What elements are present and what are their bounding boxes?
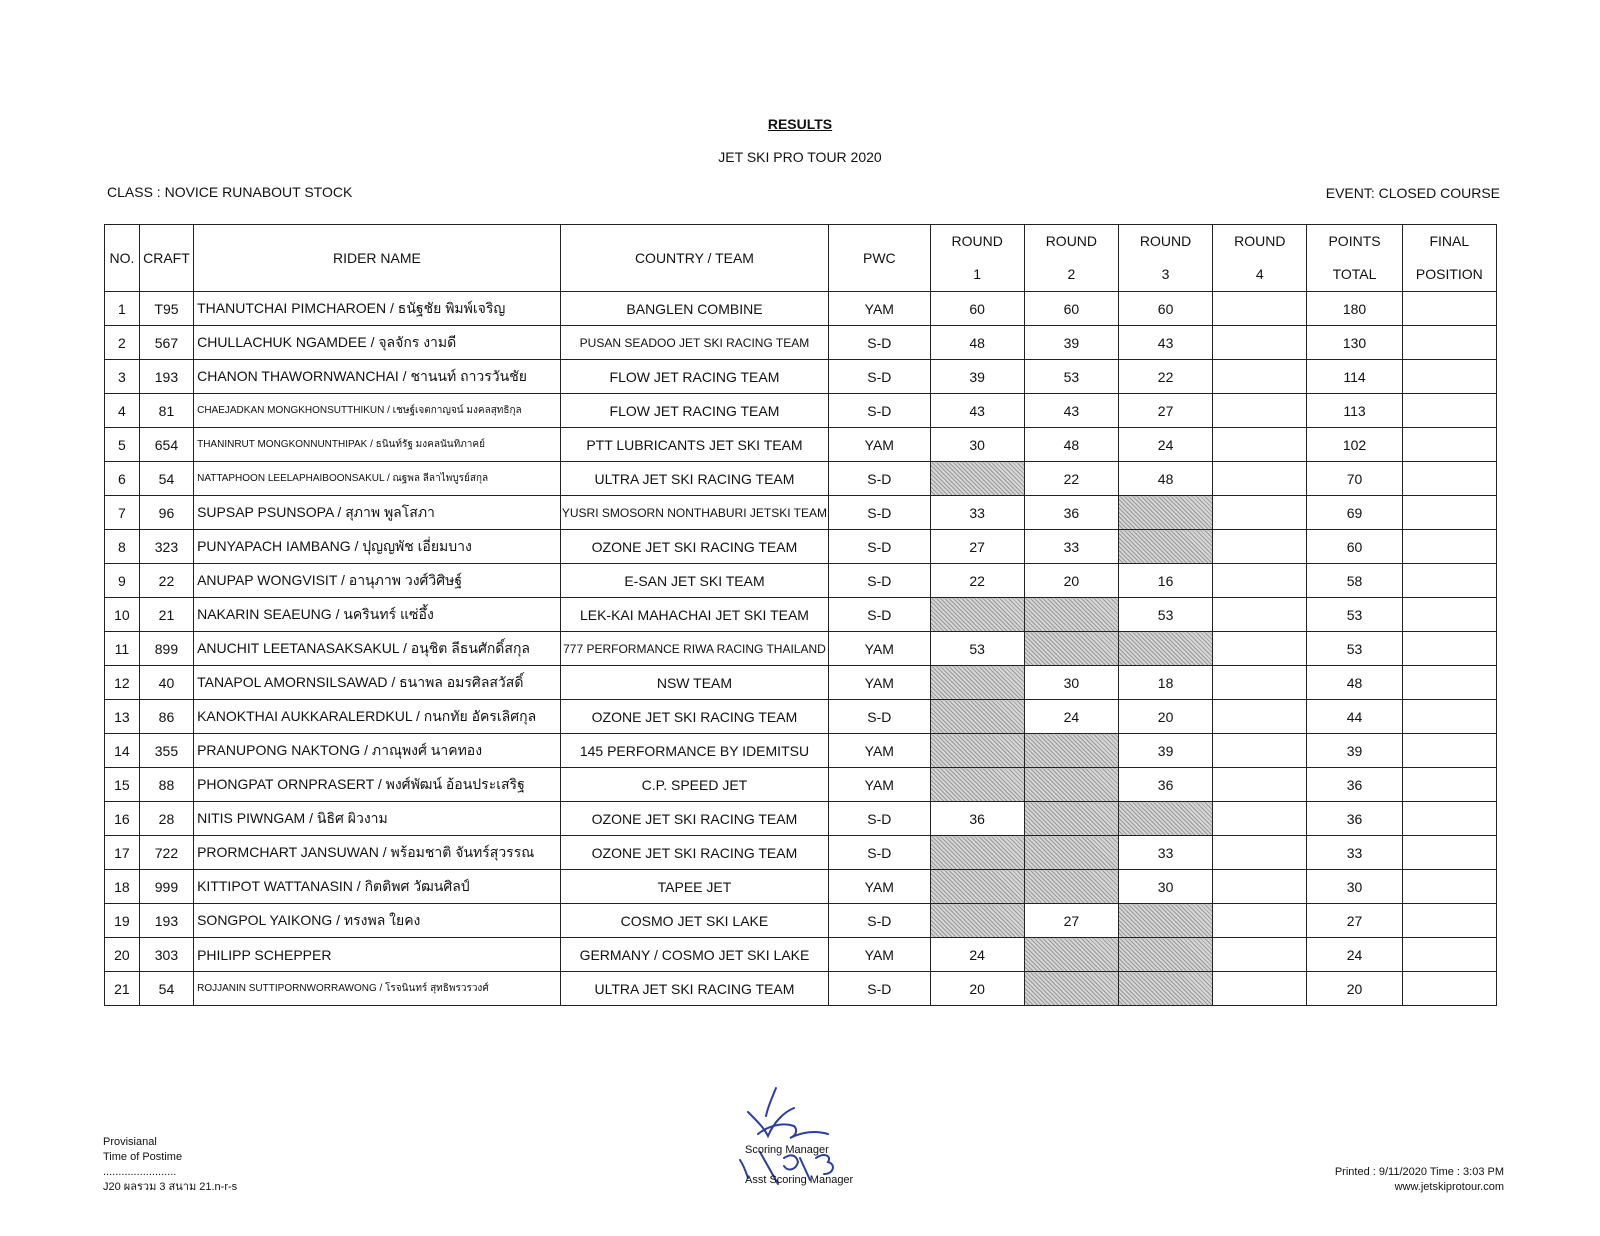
cell-round4 xyxy=(1213,462,1307,496)
cell-no: 8 xyxy=(105,530,140,564)
cell-final-position xyxy=(1402,394,1496,428)
cell-no: 9 xyxy=(105,564,140,598)
cell-round4 xyxy=(1213,428,1307,462)
col-header-round4-line1: ROUND xyxy=(1234,233,1286,249)
cell-final-position xyxy=(1402,938,1496,972)
cell-team: OZONE JET SKI RACING TEAM xyxy=(560,700,828,734)
cell-craft: 567 xyxy=(139,326,193,360)
cell-round1 xyxy=(930,870,1024,904)
cell-points-total: 180 xyxy=(1307,292,1402,326)
footer-managers xyxy=(745,1135,853,1195)
cell-rider-name: CHULLACHUK NGAMDEE / จุลจักร งามดี xyxy=(194,326,561,360)
cell-points-total: 48 xyxy=(1307,666,1402,700)
cell-round1 xyxy=(930,598,1024,632)
footer-left xyxy=(103,1135,237,1195)
cell-team: PUSAN SEADOO JET SKI RACING TEAM xyxy=(560,326,828,360)
cell-round4 xyxy=(1213,836,1307,870)
cell-no: 7 xyxy=(105,496,140,530)
cell-craft: 355 xyxy=(139,734,193,768)
cell-round1: 60 xyxy=(930,292,1024,326)
cell-craft: 722 xyxy=(139,836,193,870)
cell-round3 xyxy=(1118,938,1212,972)
cell-round2: 39 xyxy=(1024,326,1118,360)
cell-no: 1 xyxy=(105,292,140,326)
cell-final-position xyxy=(1402,292,1496,326)
cell-final-position xyxy=(1402,666,1496,700)
cell-team: GERMANY / COSMO JET SKI LAKE xyxy=(560,938,828,972)
cell-no: 2 xyxy=(105,326,140,360)
scoring-manager-label: Scoring Manager xyxy=(745,1144,829,1156)
cell-pwc: S-D xyxy=(829,564,930,598)
cell-round1: 20 xyxy=(930,972,1024,1006)
time-of-postime-label: Time of Postime xyxy=(103,1151,183,1163)
cell-no: 6 xyxy=(105,462,140,496)
col-header-rider: RIDER NAME xyxy=(194,225,561,292)
cell-pwc: S-D xyxy=(829,360,930,394)
col-header-points-line2: TOTAL xyxy=(1332,266,1377,282)
cell-round2: 33 xyxy=(1024,530,1118,564)
cell-round1 xyxy=(930,700,1024,734)
cell-points-total: 113 xyxy=(1307,394,1402,428)
cell-rider-name: NATTAPHOON LEELAPHAIBOONSAKUL / ณฐพล ลีลาไพบูรย์สกุล xyxy=(194,462,561,496)
cell-round3: 43 xyxy=(1118,326,1212,360)
cell-rider-name: PUNYAPACH IAMBANG / ปุญญพัช เอี่ยมบาง xyxy=(194,530,561,564)
cell-pwc: S-D xyxy=(829,326,930,360)
cell-round3: 60 xyxy=(1118,292,1212,326)
cell-round2: 60 xyxy=(1024,292,1118,326)
col-header-points-total xyxy=(1307,225,1402,292)
cell-round2: 24 xyxy=(1024,700,1118,734)
cell-pwc: YAM xyxy=(829,292,930,326)
cell-round4 xyxy=(1213,496,1307,530)
results-body xyxy=(105,292,1497,1006)
cell-rider-name: KANOKTHAI AUKKARALERDKUL / กนกทัย อัครเลิศกุล xyxy=(194,700,561,734)
col-header-round3 xyxy=(1118,225,1212,292)
col-header-round4-line2: 4 xyxy=(1255,266,1264,282)
website-link[interactable]: www.jetskiprotour.com xyxy=(1394,1181,1504,1193)
cell-round4 xyxy=(1213,394,1307,428)
cell-no: 14 xyxy=(105,734,140,768)
cell-round1: 43 xyxy=(930,394,1024,428)
dotted-line: ........................ xyxy=(103,1166,177,1178)
col-header-pwc: PWC xyxy=(829,225,930,292)
cell-pwc: S-D xyxy=(829,700,930,734)
cell-round3: 36 xyxy=(1118,768,1212,802)
cell-craft: 28 xyxy=(139,802,193,836)
cell-pwc: YAM xyxy=(829,666,930,700)
cell-team: YUSRI SMOSORN NONTHABURI JETSKI TEAM xyxy=(560,496,828,530)
col-header-craft: CRAFT xyxy=(139,225,193,292)
table-row xyxy=(105,564,1497,598)
cell-craft: 54 xyxy=(139,462,193,496)
cell-round3: 30 xyxy=(1118,870,1212,904)
cell-craft: 303 xyxy=(139,938,193,972)
cell-points-total: 53 xyxy=(1307,632,1402,666)
cell-team: NSW TEAM xyxy=(560,666,828,700)
cell-points-total: 102 xyxy=(1307,428,1402,462)
table-row xyxy=(105,326,1497,360)
table-row xyxy=(105,598,1497,632)
cell-craft: 54 xyxy=(139,972,193,1006)
cell-rider-name: PHILIPP SCHEPPER xyxy=(194,938,561,972)
cell-no: 10 xyxy=(105,598,140,632)
cell-round1 xyxy=(930,666,1024,700)
cell-rider-name: THANUTCHAI PIMCHAROEN / ธนัฐชัย พิมพ์เจริญ xyxy=(194,292,561,326)
cell-craft: 654 xyxy=(139,428,193,462)
table-row xyxy=(105,292,1497,326)
cell-round1 xyxy=(930,734,1024,768)
cell-no: 20 xyxy=(105,938,140,972)
cell-round3 xyxy=(1118,802,1212,836)
cell-no: 12 xyxy=(105,666,140,700)
cell-points-total: 24 xyxy=(1307,938,1402,972)
cell-pwc: S-D xyxy=(829,904,930,938)
cell-round3 xyxy=(1118,530,1212,564)
cell-pwc: S-D xyxy=(829,802,930,836)
cell-pwc: S-D xyxy=(829,496,930,530)
cell-no: 18 xyxy=(105,870,140,904)
cell-team: ULTRA JET SKI RACING TEAM xyxy=(560,972,828,1006)
cell-points-total: 27 xyxy=(1307,904,1402,938)
cell-points-total: 70 xyxy=(1307,462,1402,496)
cell-craft: 899 xyxy=(139,632,193,666)
cell-final-position xyxy=(1402,972,1496,1006)
file-reference: J20 ผลรวม 3 สนาม 21.n-r-s xyxy=(103,1181,238,1193)
cell-points-total: 39 xyxy=(1307,734,1402,768)
cell-final-position xyxy=(1402,428,1496,462)
cell-team: OZONE JET SKI RACING TEAM xyxy=(560,802,828,836)
cell-round1: 53 xyxy=(930,632,1024,666)
cell-round4 xyxy=(1213,360,1307,394)
cell-team: TAPEE JET xyxy=(560,870,828,904)
cell-round1 xyxy=(930,462,1024,496)
table-row xyxy=(105,428,1497,462)
cell-round3 xyxy=(1118,972,1212,1006)
cell-round2: 20 xyxy=(1024,564,1118,598)
cell-round4 xyxy=(1213,972,1307,1006)
cell-team: E-SAN JET SKI TEAM xyxy=(560,564,828,598)
col-header-round2 xyxy=(1024,225,1118,292)
cell-points-total: 36 xyxy=(1307,802,1402,836)
cell-rider-name: SONGPOL YAIKONG / ทรงพล ใยคง xyxy=(194,904,561,938)
cell-round2 xyxy=(1024,836,1118,870)
provisional-label: Provisianal xyxy=(103,1136,157,1148)
cell-points-total: 20 xyxy=(1307,972,1402,1006)
cell-round4 xyxy=(1213,598,1307,632)
cell-round2 xyxy=(1024,734,1118,768)
cell-points-total: 33 xyxy=(1307,836,1402,870)
cell-craft: 21 xyxy=(139,598,193,632)
cell-points-total: 69 xyxy=(1307,496,1402,530)
cell-round4 xyxy=(1213,530,1307,564)
footer-right xyxy=(1335,1165,1504,1195)
cell-round4 xyxy=(1213,564,1307,598)
table-row xyxy=(105,530,1497,564)
cell-no: 16 xyxy=(105,802,140,836)
col-header-final-position xyxy=(1402,225,1496,292)
cell-final-position xyxy=(1402,326,1496,360)
cell-craft: T95 xyxy=(139,292,193,326)
results-table xyxy=(104,224,1497,1006)
cell-round2 xyxy=(1024,802,1118,836)
cell-round2: 22 xyxy=(1024,462,1118,496)
cell-no: 21 xyxy=(105,972,140,1006)
cell-round1 xyxy=(930,768,1024,802)
cell-round3: 33 xyxy=(1118,836,1212,870)
cell-points-total: 53 xyxy=(1307,598,1402,632)
cell-round1: 39 xyxy=(930,360,1024,394)
cell-round2: 43 xyxy=(1024,394,1118,428)
cell-team: C.P. SPEED JET xyxy=(560,768,828,802)
cell-round4 xyxy=(1213,938,1307,972)
cell-final-position xyxy=(1402,598,1496,632)
cell-points-total: 30 xyxy=(1307,870,1402,904)
cell-round4 xyxy=(1213,734,1307,768)
cell-round2 xyxy=(1024,870,1118,904)
cell-points-total: 130 xyxy=(1307,326,1402,360)
cell-final-position xyxy=(1402,564,1496,598)
cell-craft: 81 xyxy=(139,394,193,428)
table-row xyxy=(105,666,1497,700)
cell-team: LEK-KAI MAHACHAI JET SKI TEAM xyxy=(560,598,828,632)
cell-craft: 323 xyxy=(139,530,193,564)
cell-points-total: 114 xyxy=(1307,360,1402,394)
cell-round1: 30 xyxy=(930,428,1024,462)
cell-final-position xyxy=(1402,360,1496,394)
cell-round4 xyxy=(1213,904,1307,938)
cell-round1: 33 xyxy=(930,496,1024,530)
cell-pwc: S-D xyxy=(829,462,930,496)
cell-rider-name: PRORMCHART JANSUWAN / พร้อมชาติ จันทร์สุวรรณ xyxy=(194,836,561,870)
col-header-round3-line2: 3 xyxy=(1161,266,1170,282)
cell-round3 xyxy=(1118,904,1212,938)
table-row xyxy=(105,360,1497,394)
cell-final-position xyxy=(1402,904,1496,938)
cell-pwc: S-D xyxy=(829,972,930,1006)
cell-final-position xyxy=(1402,836,1496,870)
cell-round2: 30 xyxy=(1024,666,1118,700)
cell-pwc: YAM xyxy=(829,938,930,972)
cell-craft: 40 xyxy=(139,666,193,700)
cell-points-total: 44 xyxy=(1307,700,1402,734)
cell-round3 xyxy=(1118,496,1212,530)
cell-pwc: S-D xyxy=(829,836,930,870)
printed-timestamp: Printed : 9/11/2020 Time : 3:03 PM xyxy=(1334,1166,1504,1178)
table-row xyxy=(105,734,1497,768)
cell-no: 19 xyxy=(105,904,140,938)
cell-no: 15 xyxy=(105,768,140,802)
cell-pwc: YAM xyxy=(829,428,930,462)
cell-round1 xyxy=(930,836,1024,870)
col-header-round1 xyxy=(930,225,1024,292)
table-row xyxy=(105,802,1497,836)
cell-pwc: YAM xyxy=(829,734,930,768)
cell-no: 17 xyxy=(105,836,140,870)
cell-final-position xyxy=(1402,462,1496,496)
cell-round3: 16 xyxy=(1118,564,1212,598)
cell-rider-name: ANUPAP WONGVISIT / อานุภาพ วงศ์วิศิษฐ์ xyxy=(194,564,561,598)
table-row xyxy=(105,972,1497,1006)
col-header-round2-line1: ROUND xyxy=(1045,233,1098,249)
cell-rider-name: ANUCHIT LEETANASAKSAKUL / อนุชิต ลีธนศักดิ์สกุล xyxy=(194,632,561,666)
cell-rider-name: SUPSAP PSUNSOPA / สุภาพ พูลโสภา xyxy=(194,496,561,530)
cell-round4 xyxy=(1213,292,1307,326)
cell-team: FLOW JET RACING TEAM xyxy=(560,394,828,428)
cell-rider-name: THANINRUT MONGKONNUNTHIPAK / ธนินท์รัฐ มงคลนันทิภาคย์ xyxy=(194,428,561,462)
col-header-round1-line1: ROUND xyxy=(951,233,1003,249)
cell-pwc: YAM xyxy=(829,768,930,802)
cell-team: FLOW JET RACING TEAM xyxy=(560,360,828,394)
table-row xyxy=(105,496,1497,530)
cell-pwc: YAM xyxy=(829,632,930,666)
cell-round4 xyxy=(1213,666,1307,700)
cell-final-position xyxy=(1402,632,1496,666)
cell-final-position xyxy=(1402,734,1496,768)
cell-round3: 20 xyxy=(1118,700,1212,734)
cell-team: OZONE JET SKI RACING TEAM xyxy=(560,530,828,564)
table-row xyxy=(105,768,1497,802)
col-header-team: COUNTRY / TEAM xyxy=(560,225,828,292)
cell-round2 xyxy=(1024,632,1118,666)
cell-team: BANGLEN COMBINE xyxy=(560,292,828,326)
cell-pwc: S-D xyxy=(829,530,930,564)
cell-craft: 193 xyxy=(139,360,193,394)
cell-round3: 27 xyxy=(1118,394,1212,428)
cell-round1: 48 xyxy=(930,326,1024,360)
cell-pwc: S-D xyxy=(829,394,930,428)
cell-team: OZONE JET SKI RACING TEAM xyxy=(560,836,828,870)
cell-rider-name: KITTIPOT WATTANASIN / กิตติพศ วัฒนศิลป์ xyxy=(194,870,561,904)
table-row xyxy=(105,938,1497,972)
cell-final-position xyxy=(1402,700,1496,734)
cell-final-position xyxy=(1402,768,1496,802)
cell-craft: 96 xyxy=(139,496,193,530)
col-header-final-line2: POSITION xyxy=(1415,266,1483,282)
cell-round1: 36 xyxy=(930,802,1024,836)
cell-final-position xyxy=(1402,496,1496,530)
cell-no: 11 xyxy=(105,632,140,666)
cell-rider-name: ROJJANIN SUTTIPORNWORRAWONG / โรจนินทร์ สุทธิพรวรวงศ์ xyxy=(194,972,561,1006)
cell-round3: 48 xyxy=(1118,462,1212,496)
cell-round3: 39 xyxy=(1118,734,1212,768)
col-header-round1-line2: 1 xyxy=(973,266,982,282)
col-header-final-line1: FINAL xyxy=(1429,233,1470,249)
cell-pwc: YAM xyxy=(829,870,930,904)
cell-round4 xyxy=(1213,768,1307,802)
cell-final-position xyxy=(1402,530,1496,564)
cell-round1 xyxy=(930,904,1024,938)
col-header-round2-line2: 2 xyxy=(1067,266,1076,282)
cell-pwc: S-D xyxy=(829,598,930,632)
cell-round1: 22 xyxy=(930,564,1024,598)
cell-rider-name: TANAPOL AMORNSILSAWAD / ธนาพล อมรศิลสวัสดิ์ xyxy=(194,666,561,700)
cell-round4 xyxy=(1213,700,1307,734)
cell-round3: 53 xyxy=(1118,598,1212,632)
cell-craft: 86 xyxy=(139,700,193,734)
table-row xyxy=(105,700,1497,734)
event-label: EVENT: CLOSED COURSE xyxy=(1325,185,1500,201)
cell-rider-name: CHAEJADKAN MONGKHONSUTTHIKUN / เชษฐ์เจตกาญจน์ มงคลสุทธิกุล xyxy=(194,394,561,428)
table-header-row xyxy=(105,225,1497,292)
cell-rider-name: NAKARIN SEAEUNG / นครินทร์ แซ่อึ้ง xyxy=(194,598,561,632)
cell-no: 13 xyxy=(105,700,140,734)
cell-rider-name: PRANUPONG NAKTONG / ภาณุพงศ์ นาคทอง xyxy=(194,734,561,768)
cell-round2: 27 xyxy=(1024,904,1118,938)
cell-round2 xyxy=(1024,768,1118,802)
cell-round3: 22 xyxy=(1118,360,1212,394)
cell-no: 5 xyxy=(105,428,140,462)
cell-round3: 18 xyxy=(1118,666,1212,700)
class-label: CLASS : NOVICE RUNABOUT STOCK xyxy=(107,184,353,200)
cell-craft: 999 xyxy=(139,870,193,904)
col-header-round4 xyxy=(1213,225,1307,292)
table-row xyxy=(105,632,1497,666)
table-row xyxy=(105,870,1497,904)
cell-round4 xyxy=(1213,632,1307,666)
cell-team: 777 PERFORMANCE RIWA RACING THAILAND xyxy=(560,632,828,666)
col-header-points-line1: POINTS xyxy=(1328,233,1381,249)
col-header-no: NO. xyxy=(105,225,140,292)
cell-rider-name: CHANON THAWORNWANCHAI / ชานนท์ ถาวรวันชัย xyxy=(194,360,561,394)
cell-team: PTT LUBRICANTS JET SKI TEAM xyxy=(560,428,828,462)
cell-round3: 24 xyxy=(1118,428,1212,462)
cell-round2 xyxy=(1024,938,1118,972)
cell-team: 145 PERFORMANCE BY IDEMITSU xyxy=(560,734,828,768)
table-row xyxy=(105,394,1497,428)
col-header-round3-line1: ROUND xyxy=(1139,233,1192,249)
cell-rider-name: NITIS PIWNGAM / นิธิศ ผิวงาม xyxy=(194,802,561,836)
cell-craft: 88 xyxy=(139,768,193,802)
cell-round2: 53 xyxy=(1024,360,1118,394)
cell-final-position xyxy=(1402,870,1496,904)
cell-round2: 48 xyxy=(1024,428,1118,462)
cell-round4 xyxy=(1213,326,1307,360)
cell-points-total: 36 xyxy=(1307,768,1402,802)
cell-final-position xyxy=(1402,802,1496,836)
event-name: JET SKI PRO TOUR 2020 xyxy=(718,149,882,165)
cell-no: 3 xyxy=(105,360,140,394)
table-row xyxy=(105,462,1497,496)
cell-points-total: 60 xyxy=(1307,530,1402,564)
cell-craft: 22 xyxy=(139,564,193,598)
cell-rider-name: PHONGPAT ORNPRASERT / พงศ์พัฒน์ อ้อนประเสริฐ xyxy=(194,768,561,802)
cell-team: ULTRA JET SKI RACING TEAM xyxy=(560,462,828,496)
table-row xyxy=(105,904,1497,938)
page-title: RESULTS xyxy=(767,116,833,132)
cell-round3 xyxy=(1118,632,1212,666)
cell-round1: 27 xyxy=(930,530,1024,564)
table-row xyxy=(105,836,1497,870)
cell-round4 xyxy=(1213,870,1307,904)
cell-round2 xyxy=(1024,972,1118,1006)
cell-team: COSMO JET SKI LAKE xyxy=(560,904,828,938)
cell-round1: 24 xyxy=(930,938,1024,972)
cell-round4 xyxy=(1213,802,1307,836)
cell-craft: 193 xyxy=(139,904,193,938)
cell-no: 4 xyxy=(105,394,140,428)
cell-points-total: 58 xyxy=(1307,564,1402,598)
cell-round2 xyxy=(1024,598,1118,632)
asst-scoring-manager-label: Asst Scoring Manager xyxy=(745,1174,854,1186)
cell-round2: 36 xyxy=(1024,496,1118,530)
